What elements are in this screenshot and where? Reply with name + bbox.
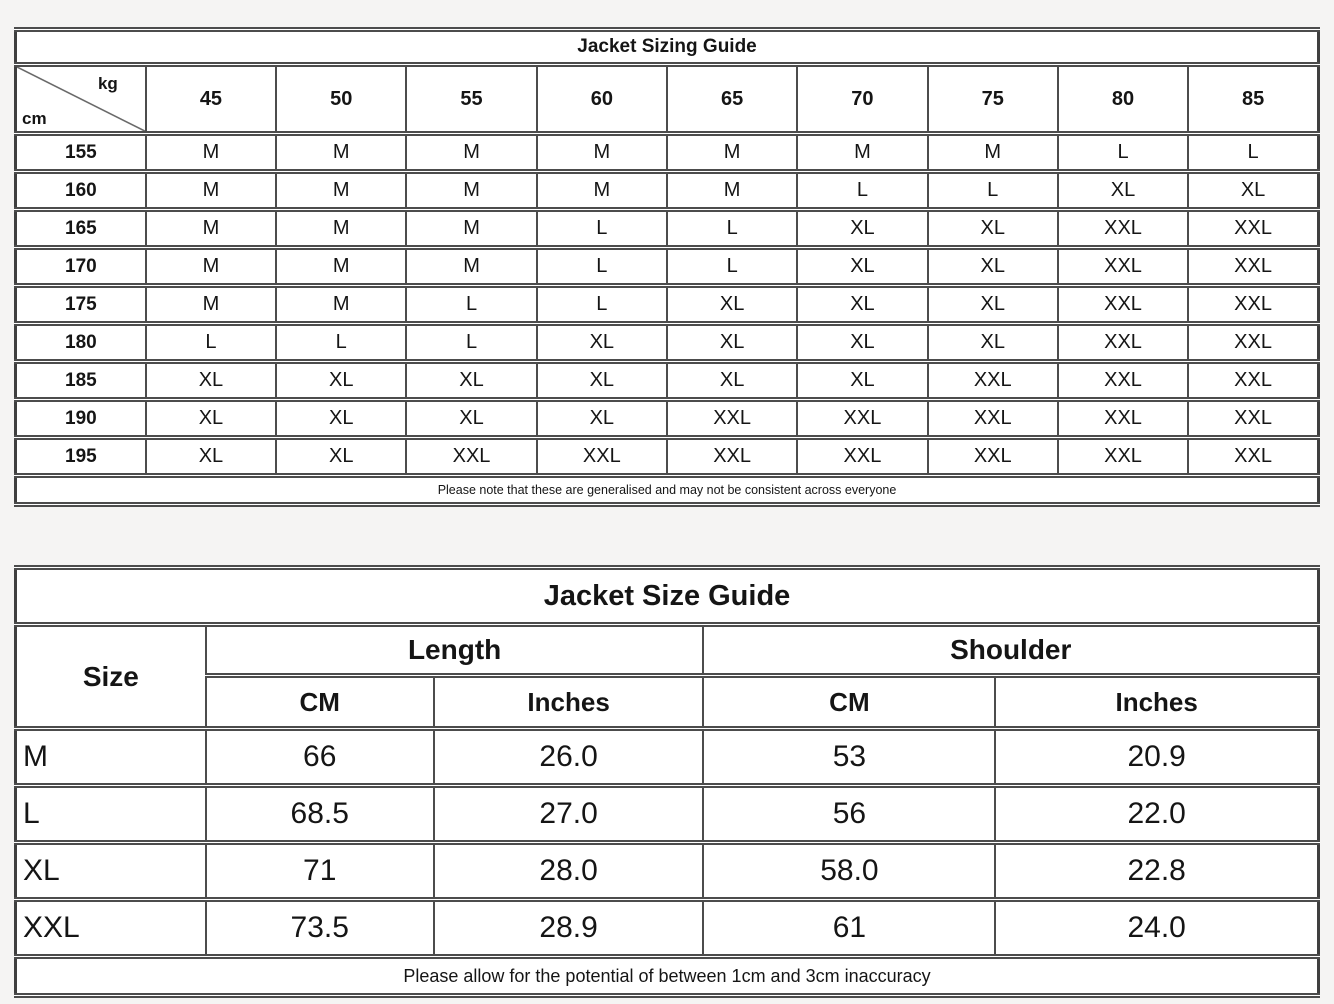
measurement-group-header-row	[16, 625, 1319, 676]
size-guide-row	[16, 843, 1319, 900]
size-cell: M	[406, 172, 536, 210]
height-row-label: 195	[16, 438, 146, 476]
length-cm-header: CM	[206, 676, 434, 729]
size-cell: L	[797, 172, 927, 210]
shoulder-cm-value: 58.0	[703, 843, 995, 900]
size-guide-disclaimer-note: Please allow for the potential of between 1cm and 3cm inaccuracy	[16, 957, 1319, 996]
size-cell: XL	[406, 400, 536, 438]
kg-cm-corner-cell	[16, 65, 146, 134]
size-cell: XXL	[797, 438, 927, 476]
size-cell: M	[146, 248, 276, 286]
size-cell: XXL	[1058, 438, 1188, 476]
height-row-label: 170	[16, 248, 146, 286]
sizing-table-row	[16, 400, 1319, 438]
size-cell: L	[1188, 134, 1318, 172]
size-cell: XXL	[1058, 210, 1188, 248]
size-guide-title-row	[16, 568, 1319, 625]
size-cell: L	[537, 286, 667, 324]
weight-header: 55	[406, 65, 536, 134]
length-inches-header: Inches	[434, 676, 704, 729]
length-inches-value: 28.9	[434, 900, 704, 957]
size-cell: XL	[928, 248, 1058, 286]
size-cell: XXL	[667, 400, 797, 438]
size-cell: M	[537, 134, 667, 172]
size-guide-row	[16, 729, 1319, 786]
size-cell: XL	[146, 362, 276, 400]
size-cell: XL	[797, 362, 927, 400]
size-cell: XL	[928, 210, 1058, 248]
length-cm-value: 68.5	[206, 786, 434, 843]
size-cell: L	[537, 248, 667, 286]
size-cell: XL	[667, 324, 797, 362]
height-row-label: 165	[16, 210, 146, 248]
unit-header-row	[16, 676, 1319, 729]
sizing-table-row	[16, 210, 1319, 248]
size-cell: XXL	[928, 400, 1058, 438]
size-cell: XL	[797, 210, 927, 248]
sizing-table-row	[16, 362, 1319, 400]
length-group-header: Length	[206, 625, 704, 676]
size-cell: XL	[797, 286, 927, 324]
cm-axis-label: cm	[22, 109, 47, 128]
size-cell: XXL	[1188, 400, 1318, 438]
size-cell: L	[406, 324, 536, 362]
size-cell: M	[276, 134, 406, 172]
length-cm-value: 73.5	[206, 900, 434, 957]
shoulder-cm-value: 61	[703, 900, 995, 957]
weight-header: 65	[667, 65, 797, 134]
size-cell: M	[276, 248, 406, 286]
size-cell: XXL	[928, 438, 1058, 476]
size-cell: L	[276, 324, 406, 362]
size-cell: M	[406, 210, 536, 248]
sizing-guide-title: Jacket Sizing Guide	[16, 30, 1319, 65]
length-inches-value: 26.0	[434, 729, 704, 786]
size-cell: XL	[928, 324, 1058, 362]
size-cell: XXL	[1058, 400, 1188, 438]
weight-header: 75	[928, 65, 1058, 134]
size-cell: XL	[146, 400, 276, 438]
height-row-label: 180	[16, 324, 146, 362]
size-cell: XXL	[1188, 210, 1318, 248]
size-cell: XL	[928, 286, 1058, 324]
height-row-label: 155	[16, 134, 146, 172]
shoulder-inches-value: 20.9	[995, 729, 1318, 786]
weight-header: 45	[146, 65, 276, 134]
size-cell: XXL	[1188, 324, 1318, 362]
size-cell: XL	[276, 438, 406, 476]
size-cell: M	[537, 172, 667, 210]
length-inches-value: 27.0	[434, 786, 704, 843]
weight-header: 60	[537, 65, 667, 134]
size-cell: M	[146, 286, 276, 324]
size-cell: M	[146, 134, 276, 172]
length-cm-value: 66	[206, 729, 434, 786]
size-column-header: Size	[16, 625, 206, 729]
size-cell: XXL	[1058, 324, 1188, 362]
size-guide-row	[16, 786, 1319, 843]
size-cell: L	[1058, 134, 1188, 172]
shoulder-group-header: Shoulder	[703, 625, 1318, 676]
size-cell: M	[276, 210, 406, 248]
height-row-label: 175	[16, 286, 146, 324]
size-cell: XXL	[667, 438, 797, 476]
size-label: L	[16, 786, 206, 843]
size-cell: XXL	[406, 438, 536, 476]
jacket-size-guide-table	[14, 565, 1320, 998]
jacket-sizing-guide-table	[14, 27, 1320, 507]
kg-axis-label: kg	[97, 74, 118, 93]
size-cell: XXL	[1188, 248, 1318, 286]
size-cell: XL	[276, 400, 406, 438]
weight-header: 70	[797, 65, 927, 134]
size-cell: L	[146, 324, 276, 362]
shoulder-cm-header: CM	[703, 676, 995, 729]
size-cell: L	[406, 286, 536, 324]
size-cell: XL	[667, 286, 797, 324]
height-row-label: 160	[16, 172, 146, 210]
weight-header: 80	[1058, 65, 1188, 134]
size-cell: XXL	[1188, 362, 1318, 400]
weight-header: 50	[276, 65, 406, 134]
size-cell: M	[276, 172, 406, 210]
sizing-table-row	[16, 286, 1319, 324]
size-cell: M	[146, 210, 276, 248]
size-cell: XL	[537, 324, 667, 362]
height-row-label: 185	[16, 362, 146, 400]
size-cell: XXL	[928, 362, 1058, 400]
shoulder-cm-value: 56	[703, 786, 995, 843]
sizing-guide-title-row	[16, 30, 1319, 65]
shoulder-inches-header: Inches	[995, 676, 1318, 729]
size-cell: L	[537, 210, 667, 248]
size-guide-row	[16, 900, 1319, 957]
size-label: XXL	[16, 900, 206, 957]
size-cell: L	[667, 248, 797, 286]
shoulder-inches-value: 24.0	[995, 900, 1318, 957]
sizing-note-row	[16, 476, 1319, 505]
size-cell: XL	[1058, 172, 1188, 210]
size-cell: XL	[276, 362, 406, 400]
sizing-table-row	[16, 324, 1319, 362]
size-cell: M	[406, 134, 536, 172]
size-cell: XL	[797, 324, 927, 362]
shoulder-inches-value: 22.8	[995, 843, 1318, 900]
size-cell: M	[406, 248, 536, 286]
weight-header-row	[16, 65, 1319, 134]
size-cell: XL	[797, 248, 927, 286]
size-cell: XL	[146, 438, 276, 476]
size-cell: XL	[667, 362, 797, 400]
size-guide-title: Jacket Size Guide	[16, 568, 1319, 625]
size-cell: M	[146, 172, 276, 210]
size-cell: L	[667, 210, 797, 248]
size-cell: M	[667, 172, 797, 210]
size-cell: XL	[537, 362, 667, 400]
shoulder-cm-value: 53	[703, 729, 995, 786]
size-cell: XL	[1188, 172, 1318, 210]
size-cell: XXL	[797, 400, 927, 438]
size-cell: XXL	[1058, 248, 1188, 286]
sizing-disclaimer-note: Please note that these are generalised and may not be consistent across everyone	[16, 476, 1319, 505]
size-label: M	[16, 729, 206, 786]
size-cell: L	[928, 172, 1058, 210]
size-cell: XXL	[537, 438, 667, 476]
size-cell: M	[276, 286, 406, 324]
size-cell: XXL	[1188, 438, 1318, 476]
size-cell: M	[667, 134, 797, 172]
sizing-table-row	[16, 248, 1319, 286]
length-inches-value: 28.0	[434, 843, 704, 900]
sizing-table-row	[16, 438, 1319, 476]
size-cell: M	[928, 134, 1058, 172]
size-cell: M	[797, 134, 927, 172]
size-cell: XL	[406, 362, 536, 400]
size-cell: XXL	[1188, 286, 1318, 324]
size-cell: XXL	[1058, 286, 1188, 324]
size-cell: XXL	[1058, 362, 1188, 400]
height-row-label: 190	[16, 400, 146, 438]
sizing-table-row	[16, 134, 1319, 172]
weight-header: 85	[1188, 65, 1318, 134]
size-label: XL	[16, 843, 206, 900]
size-cell: XL	[537, 400, 667, 438]
size-guide-note-row	[16, 957, 1319, 996]
sizing-table-row	[16, 172, 1319, 210]
shoulder-inches-value: 22.0	[995, 786, 1318, 843]
length-cm-value: 71	[206, 843, 434, 900]
